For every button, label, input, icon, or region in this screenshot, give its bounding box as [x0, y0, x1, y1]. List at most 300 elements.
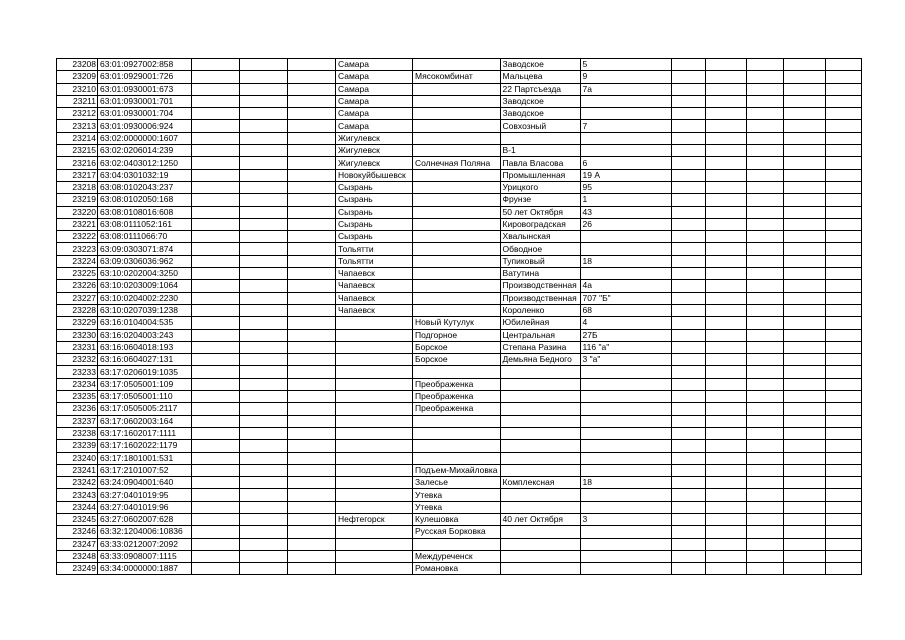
- empty-cell: [240, 169, 288, 181]
- locality-cell: [413, 218, 501, 230]
- table-row: [57, 120, 862, 132]
- house-cell: [580, 268, 671, 280]
- empty-cell: [288, 501, 336, 513]
- empty-cell: [240, 550, 288, 562]
- empty-cell: [288, 280, 336, 292]
- empty-cell: [288, 243, 336, 255]
- empty-cell: [288, 366, 336, 378]
- city-cell: [336, 329, 413, 341]
- city-cell: [336, 378, 413, 390]
- empty-cell: [192, 145, 240, 157]
- empty-cell: [705, 71, 746, 83]
- empty-cell: [705, 427, 746, 439]
- empty-cell: [671, 108, 705, 120]
- street-cell: Заводское: [500, 95, 580, 107]
- locality-cell: [413, 452, 501, 464]
- cadastral-number-cell: 63:01:0929001:726: [98, 71, 192, 83]
- cadastral-number-cell: 63:27:0401019:96: [98, 501, 192, 513]
- empty-cell: [783, 218, 825, 230]
- cadastral-number-cell: 63:17:0602003:164: [98, 415, 192, 427]
- locality-cell: [413, 181, 501, 193]
- empty-cell: [705, 366, 746, 378]
- locality-cell: Романовка: [413, 563, 501, 575]
- locality-cell: Подгорное: [413, 329, 501, 341]
- empty-cell: [783, 243, 825, 255]
- empty-cell: [240, 292, 288, 304]
- empty-cell: [288, 354, 336, 366]
- locality-cell: Утевка: [413, 489, 501, 501]
- locality-cell: Солнечная Поляна: [413, 157, 501, 169]
- empty-cell: [192, 280, 240, 292]
- house-cell: 1: [580, 194, 671, 206]
- street-cell: [500, 538, 580, 550]
- empty-cell: [705, 489, 746, 501]
- empty-cell: [240, 231, 288, 243]
- empty-cell: [783, 292, 825, 304]
- empty-cell: [783, 71, 825, 83]
- empty-cell: [192, 206, 240, 218]
- empty-cell: [671, 329, 705, 341]
- empty-cell: [825, 243, 861, 255]
- empty-cell: [240, 243, 288, 255]
- cadastral-number-cell: 63:16:0104004:535: [98, 317, 192, 329]
- cadastral-number-cell: 63:17:0505001:109: [98, 378, 192, 390]
- locality-cell: [413, 108, 501, 120]
- street-cell: [500, 501, 580, 513]
- empty-cell: [192, 181, 240, 193]
- cadastral-number-cell: 63:02:0403012:1250: [98, 157, 192, 169]
- table-row: [57, 526, 862, 538]
- empty-cell: [671, 513, 705, 525]
- empty-cell: [705, 477, 746, 489]
- city-cell: [336, 464, 413, 476]
- empty-cell: [671, 292, 705, 304]
- empty-cell: [288, 526, 336, 538]
- empty-cell: [671, 268, 705, 280]
- empty-cell: [192, 501, 240, 513]
- cadastral-number-cell: 63:17:1801001:531: [98, 452, 192, 464]
- empty-cell: [705, 403, 746, 415]
- empty-cell: [783, 354, 825, 366]
- empty-cell: [783, 120, 825, 132]
- empty-cell: [705, 513, 746, 525]
- empty-cell: [825, 206, 861, 218]
- empty-cell: [192, 157, 240, 169]
- city-cell: [336, 415, 413, 427]
- city-cell: [336, 366, 413, 378]
- empty-cell: [671, 427, 705, 439]
- street-cell: Мальцева: [500, 71, 580, 83]
- empty-cell: [783, 526, 825, 538]
- locality-cell: Преображенка: [413, 378, 501, 390]
- row-number-cell: 23233: [57, 366, 98, 378]
- empty-cell: [746, 231, 783, 243]
- street-cell: [500, 415, 580, 427]
- empty-cell: [240, 366, 288, 378]
- empty-cell: [705, 550, 746, 562]
- street-cell: [500, 563, 580, 575]
- table-row: [57, 477, 862, 489]
- empty-cell: [825, 452, 861, 464]
- row-number-cell: 23222: [57, 231, 98, 243]
- row-number-cell: 23248: [57, 550, 98, 562]
- house-cell: 26: [580, 218, 671, 230]
- empty-cell: [705, 132, 746, 144]
- empty-cell: [288, 206, 336, 218]
- table-row: [57, 218, 862, 230]
- empty-cell: [705, 501, 746, 513]
- empty-cell: [705, 415, 746, 427]
- street-cell: Кировоградская: [500, 218, 580, 230]
- empty-cell: [705, 317, 746, 329]
- empty-cell: [240, 427, 288, 439]
- empty-cell: [192, 391, 240, 403]
- row-number-cell: 23235: [57, 391, 98, 403]
- empty-cell: [746, 526, 783, 538]
- empty-cell: [192, 268, 240, 280]
- house-cell: 95: [580, 181, 671, 193]
- empty-cell: [783, 157, 825, 169]
- empty-cell: [192, 427, 240, 439]
- row-number-cell: 23223: [57, 243, 98, 255]
- empty-cell: [746, 317, 783, 329]
- empty-cell: [240, 464, 288, 476]
- city-cell: Чапаевск: [336, 304, 413, 316]
- empty-cell: [240, 415, 288, 427]
- empty-cell: [288, 157, 336, 169]
- locality-cell: [413, 83, 501, 95]
- empty-cell: [783, 95, 825, 107]
- row-number-cell: 23236: [57, 403, 98, 415]
- empty-cell: [746, 563, 783, 575]
- empty-cell: [825, 292, 861, 304]
- locality-cell: [413, 427, 501, 439]
- street-cell: [500, 526, 580, 538]
- cadastral-number-cell: 63:24:0904001:640: [98, 477, 192, 489]
- empty-cell: [288, 403, 336, 415]
- empty-cell: [671, 255, 705, 267]
- cadastral-number-cell: 63:17:1602022:1179: [98, 440, 192, 452]
- locality-cell: Борское: [413, 354, 501, 366]
- empty-cell: [288, 341, 336, 353]
- empty-cell: [671, 120, 705, 132]
- city-cell: [336, 427, 413, 439]
- empty-cell: [671, 391, 705, 403]
- table-row: [57, 538, 862, 550]
- empty-cell: [705, 341, 746, 353]
- empty-cell: [288, 71, 336, 83]
- empty-cell: [671, 206, 705, 218]
- empty-cell: [288, 268, 336, 280]
- table-row: [57, 354, 862, 366]
- house-cell: 5: [580, 59, 671, 71]
- city-cell: Сызрань: [336, 206, 413, 218]
- empty-cell: [671, 218, 705, 230]
- empty-cell: [746, 206, 783, 218]
- row-number-cell: 23238: [57, 427, 98, 439]
- cadastral-number-cell: 63:16:0604018:193: [98, 341, 192, 353]
- table-row: [57, 243, 862, 255]
- empty-cell: [705, 145, 746, 157]
- empty-cell: [671, 157, 705, 169]
- city-cell: Жигулевск: [336, 157, 413, 169]
- street-cell: Демьяна Бедного: [500, 354, 580, 366]
- city-cell: Сызрань: [336, 218, 413, 230]
- empty-cell: [671, 304, 705, 316]
- row-number-cell: 23226: [57, 280, 98, 292]
- empty-cell: [783, 550, 825, 562]
- empty-cell: [705, 255, 746, 267]
- empty-cell: [783, 378, 825, 390]
- empty-cell: [746, 513, 783, 525]
- empty-cell: [705, 464, 746, 476]
- empty-cell: [288, 181, 336, 193]
- empty-cell: [192, 169, 240, 181]
- city-cell: Самара: [336, 108, 413, 120]
- row-number-cell: 23208: [57, 59, 98, 71]
- empty-cell: [783, 341, 825, 353]
- city-cell: [336, 538, 413, 550]
- house-cell: 43: [580, 206, 671, 218]
- empty-cell: [783, 206, 825, 218]
- empty-cell: [783, 391, 825, 403]
- locality-cell: [413, 440, 501, 452]
- cadastral-number-cell: 63:27:0401019:95: [98, 489, 192, 501]
- cadastral-number-cell: 63:09:0303071:874: [98, 243, 192, 255]
- cadastral-number-cell: 63:04:0301032:19: [98, 169, 192, 181]
- empty-cell: [240, 526, 288, 538]
- locality-cell: [413, 231, 501, 243]
- empty-cell: [746, 255, 783, 267]
- empty-cell: [240, 59, 288, 71]
- empty-cell: [192, 366, 240, 378]
- empty-cell: [240, 513, 288, 525]
- city-cell: Чапаевск: [336, 268, 413, 280]
- empty-cell: [783, 403, 825, 415]
- empty-cell: [825, 304, 861, 316]
- house-cell: [580, 95, 671, 107]
- empty-cell: [783, 452, 825, 464]
- locality-cell: [413, 538, 501, 550]
- house-cell: 27Б: [580, 329, 671, 341]
- table-row: [57, 108, 862, 120]
- empty-cell: [192, 341, 240, 353]
- house-cell: 19 А: [580, 169, 671, 181]
- empty-cell: [783, 477, 825, 489]
- empty-cell: [825, 550, 861, 562]
- empty-cell: [705, 563, 746, 575]
- empty-cell: [240, 95, 288, 107]
- street-cell: Ватутина: [500, 268, 580, 280]
- empty-cell: [783, 440, 825, 452]
- city-cell: [336, 477, 413, 489]
- empty-cell: [671, 83, 705, 95]
- empty-cell: [288, 255, 336, 267]
- empty-cell: [825, 194, 861, 206]
- cadastral-number-cell: 63:10:0204002:2230: [98, 292, 192, 304]
- locality-cell: [413, 169, 501, 181]
- empty-cell: [192, 59, 240, 71]
- locality-cell: [413, 255, 501, 267]
- empty-cell: [825, 132, 861, 144]
- table-row: [57, 415, 862, 427]
- empty-cell: [192, 464, 240, 476]
- house-cell: [580, 452, 671, 464]
- city-cell: [336, 440, 413, 452]
- city-cell: Самара: [336, 120, 413, 132]
- house-cell: 68: [580, 304, 671, 316]
- empty-cell: [825, 464, 861, 476]
- empty-cell: [288, 95, 336, 107]
- cadastral-number-cell: 63:33:0908007:1115: [98, 550, 192, 562]
- locality-cell: [413, 194, 501, 206]
- empty-cell: [288, 464, 336, 476]
- city-cell: Сызрань: [336, 194, 413, 206]
- empty-cell: [192, 120, 240, 132]
- locality-cell: Подъем-Михайловка: [413, 464, 501, 476]
- empty-cell: [240, 501, 288, 513]
- cadastral-number-cell: 63:08:0111052:161: [98, 218, 192, 230]
- row-number-cell: 23230: [57, 329, 98, 341]
- empty-cell: [825, 71, 861, 83]
- empty-cell: [192, 513, 240, 525]
- table-row: [57, 181, 862, 193]
- empty-cell: [825, 341, 861, 353]
- city-cell: Самара: [336, 95, 413, 107]
- empty-cell: [746, 268, 783, 280]
- empty-cell: [783, 268, 825, 280]
- empty-cell: [825, 501, 861, 513]
- row-number-cell: 23216: [57, 157, 98, 169]
- city-cell: [336, 563, 413, 575]
- empty-cell: [746, 194, 783, 206]
- row-number-cell: 23212: [57, 108, 98, 120]
- empty-cell: [671, 538, 705, 550]
- city-cell: Нефтегорск: [336, 513, 413, 525]
- empty-cell: [671, 169, 705, 181]
- empty-cell: [671, 403, 705, 415]
- street-cell: Фрунзе: [500, 194, 580, 206]
- city-cell: [336, 501, 413, 513]
- empty-cell: [746, 71, 783, 83]
- empty-cell: [240, 280, 288, 292]
- empty-cell: [671, 181, 705, 193]
- empty-cell: [192, 452, 240, 464]
- street-cell: Центральная: [500, 329, 580, 341]
- empty-cell: [825, 538, 861, 550]
- empty-cell: [746, 157, 783, 169]
- empty-cell: [746, 95, 783, 107]
- empty-cell: [288, 59, 336, 71]
- row-number-cell: 23217: [57, 169, 98, 181]
- cadastral-number-cell: 63:08:0108016:608: [98, 206, 192, 218]
- empty-cell: [746, 292, 783, 304]
- empty-cell: [705, 280, 746, 292]
- table-row: [57, 366, 862, 378]
- empty-cell: [783, 108, 825, 120]
- empty-cell: [746, 391, 783, 403]
- empty-cell: [746, 538, 783, 550]
- empty-cell: [192, 243, 240, 255]
- empty-cell: [705, 59, 746, 71]
- empty-cell: [671, 95, 705, 107]
- row-number-cell: 23234: [57, 378, 98, 390]
- house-cell: 7: [580, 120, 671, 132]
- empty-cell: [288, 108, 336, 120]
- table-body: [57, 59, 862, 575]
- empty-cell: [240, 120, 288, 132]
- empty-cell: [240, 71, 288, 83]
- empty-cell: [746, 464, 783, 476]
- row-number-cell: 23228: [57, 304, 98, 316]
- empty-cell: [192, 292, 240, 304]
- empty-cell: [192, 317, 240, 329]
- city-cell: [336, 354, 413, 366]
- street-cell: [500, 378, 580, 390]
- table-row: [57, 550, 862, 562]
- table-row: [57, 169, 862, 181]
- empty-cell: [783, 317, 825, 329]
- table-row: [57, 194, 862, 206]
- empty-cell: [705, 181, 746, 193]
- empty-cell: [705, 526, 746, 538]
- city-cell: Самара: [336, 83, 413, 95]
- empty-cell: [671, 378, 705, 390]
- empty-cell: [288, 169, 336, 181]
- empty-cell: [825, 354, 861, 366]
- cadastral-number-cell: 63:17:1602017:1111: [98, 427, 192, 439]
- empty-cell: [705, 218, 746, 230]
- empty-cell: [705, 194, 746, 206]
- empty-cell: [746, 59, 783, 71]
- street-cell: Производственная: [500, 292, 580, 304]
- empty-cell: [746, 452, 783, 464]
- empty-cell: [746, 341, 783, 353]
- empty-cell: [288, 231, 336, 243]
- cadastral-number-cell: 63:01:0930001:701: [98, 95, 192, 107]
- empty-cell: [192, 415, 240, 427]
- cadastral-number-cell: 63:17:0505001:110: [98, 391, 192, 403]
- empty-cell: [705, 452, 746, 464]
- street-cell: Заводское: [500, 108, 580, 120]
- empty-cell: [705, 120, 746, 132]
- house-cell: [580, 550, 671, 562]
- empty-cell: [746, 83, 783, 95]
- empty-cell: [671, 59, 705, 71]
- city-cell: [336, 526, 413, 538]
- empty-cell: [240, 304, 288, 316]
- empty-cell: [746, 280, 783, 292]
- cadastral-number-cell: 63:16:0204003:243: [98, 329, 192, 341]
- row-number-cell: 23224: [57, 255, 98, 267]
- house-cell: [580, 526, 671, 538]
- empty-cell: [240, 563, 288, 575]
- street-cell: Заводское: [500, 59, 580, 71]
- row-number-cell: 23213: [57, 120, 98, 132]
- table-row: [57, 59, 862, 71]
- city-cell: Сызрань: [336, 231, 413, 243]
- empty-cell: [192, 304, 240, 316]
- empty-cell: [671, 452, 705, 464]
- empty-cell: [783, 489, 825, 501]
- empty-cell: [192, 83, 240, 95]
- empty-cell: [825, 403, 861, 415]
- empty-cell: [192, 538, 240, 550]
- empty-cell: [192, 550, 240, 562]
- empty-cell: [746, 329, 783, 341]
- table-row: [57, 403, 862, 415]
- city-cell: Самара: [336, 71, 413, 83]
